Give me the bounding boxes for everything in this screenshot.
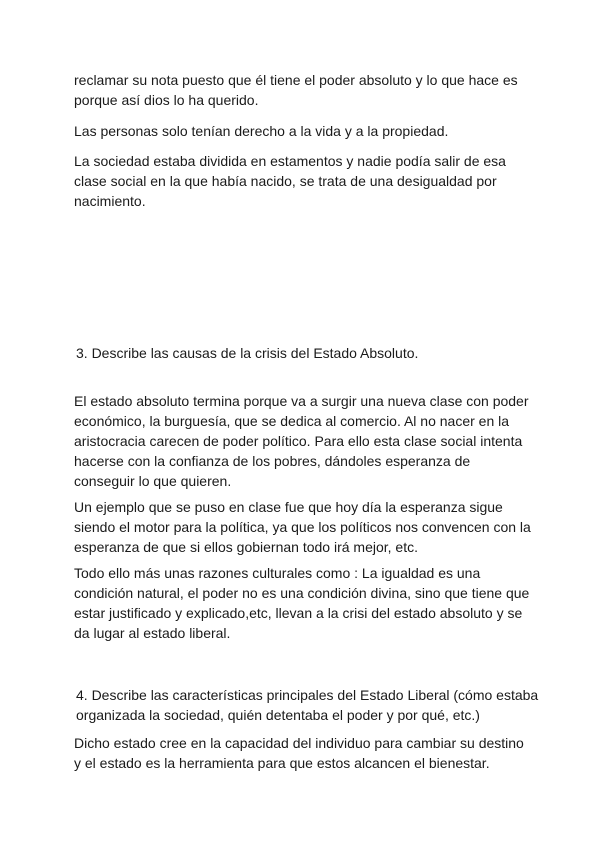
question-3-heading: 3. Describe las causas de la crisis del Estado Absoluto.: [76, 345, 419, 361]
answer-3-paragraph-2: Un ejemplo que se puso en clase fue que hoy día la esperanza sigue siendo el motor para la política, ya que los políticos nos convencen con la esperanza de que si ellos gobiernan todo irá mejor, etc.: [74, 499, 531, 555]
question-4-heading: 4. Describe las características principales del Estado Liberal (cómo estaba organizada la sociedad, quién detentaba el poder y por qué, etc.): [76, 687, 539, 723]
paragraph-estates: La sociedad estaba dividida en estamentos y nadie podía salir de esa clase social en la que había nacido, se trata de una desigualdad por nacimiento.: [74, 153, 506, 209]
paragraph-intro-continuation: reclamar su nota puesto que él tiene el poder absoluto y lo que hace es porque así dios lo ha querido.: [74, 72, 518, 108]
answer-3-paragraph-1: El estado absoluto termina porque va a surgir una nueva clase con poder económico, la burguesía, que se dedica al comercio. Al no nacer en la aristocracia carecen de poder político. Para ello esta clase social intenta hacerse con la confianza de los pobres, dándoles esperanza de conseguir lo que quieren.: [74, 393, 529, 489]
answer-3-paragraph-3: Todo ello más unas razones culturales como : La igualdad es una condición natural, el poder no es una condición divina, sino que tiene que estar justificado y explicado,etc, llevan a la crisi del estado absoluto y se da lugar al estado liberal.: [74, 565, 530, 641]
answer-4-paragraph-1: Dicho estado cree en la capacidad del individuo para cambiar su destino y el estado es la herramienta para que estos alcancen el bienestar.: [74, 735, 524, 771]
paragraph-rights: Las personas solo tenían derecho a la vida y a la propiedad.: [74, 123, 449, 139]
